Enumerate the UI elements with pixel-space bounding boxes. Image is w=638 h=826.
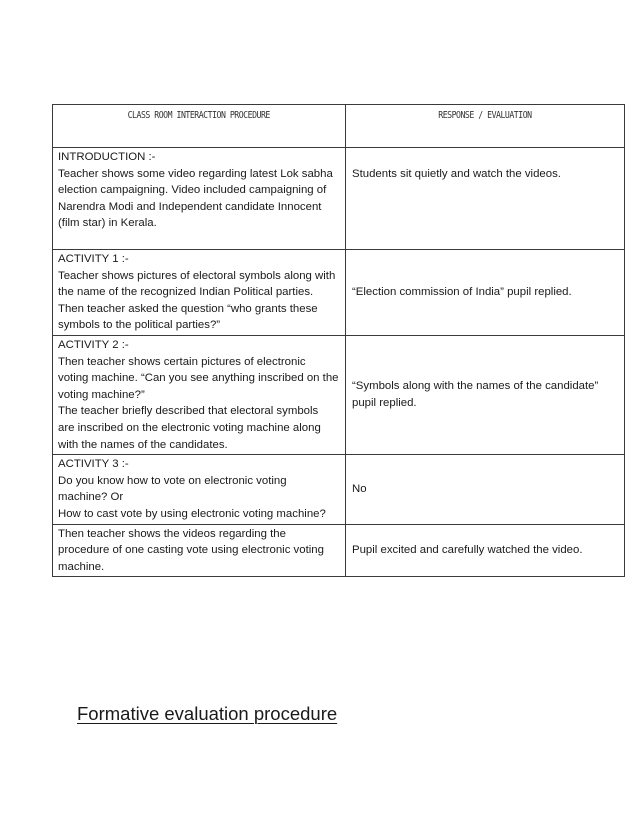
procedure-line: the name of the recognized Indian Political parties.	[58, 286, 314, 299]
procedure-line: Narendra Modi and Independent candidate Innocent	[58, 200, 322, 213]
header-procedure	[53, 105, 346, 148]
response-line: Students sit quietly and watch the videos.	[352, 168, 561, 180]
header-response-label: RESPONSE / EVALUATION	[438, 110, 532, 121]
procedure-line: Teacher shows pictures of electoral symbols along with	[58, 269, 336, 282]
procedure-line: Then teacher asked the question “who grants these	[58, 302, 318, 315]
procedure-line: voting machine?”	[58, 388, 145, 401]
response-cell	[346, 250, 625, 336]
procedure-line: machine.	[58, 560, 105, 573]
procedure-line: are inscribed on the electronic voting machine along	[58, 421, 321, 434]
section-heading: Formative evaluation procedure	[77, 703, 338, 724]
procedure-line: symbols to the political parties?”	[58, 319, 221, 332]
procedure-line: machine? Or	[58, 491, 124, 504]
procedure-line: Do you know how to vote on electronic voting	[58, 474, 287, 487]
procedure-line: ACTIVITY 3 :-	[58, 458, 129, 471]
response-line: “Symbols along with the names of the candidate”	[352, 380, 599, 393]
header-procedure-label: CLASS ROOM INTERACTION PROCEDURE	[127, 110, 271, 121]
procedure-cell	[53, 524, 346, 577]
procedure-cell	[53, 250, 346, 336]
response-line: No	[352, 483, 367, 496]
table-row	[53, 455, 625, 524]
procedure-line: INTRODUCTION :-	[58, 151, 156, 163]
table-row	[53, 148, 625, 250]
procedure-line: ACTIVITY 2 :-	[58, 338, 129, 351]
header-response	[346, 105, 625, 148]
procedure-line: election campaigning. Video included campaigning of	[58, 184, 327, 197]
procedure-line: procedure of one casting vote using electronic voting	[58, 544, 324, 557]
procedure-line: (film star) in Kerala.	[58, 217, 157, 230]
procedure-cell	[53, 455, 346, 524]
response-line: pupil replied.	[352, 397, 417, 410]
response-cell	[346, 455, 625, 524]
response-line: “Election commission of India” pupil replied.	[352, 286, 572, 299]
procedure-cell	[53, 335, 346, 454]
table-row	[53, 524, 625, 577]
response-cell	[346, 335, 625, 454]
table-header-row	[53, 105, 625, 148]
response-cell	[346, 524, 625, 577]
response-cell	[346, 148, 625, 250]
procedure-line: with the names of the candidates.	[58, 438, 228, 451]
procedure-line: How to cast vote by using electronic voting machine?	[58, 507, 326, 520]
procedure-line: ACTIVITY 1 :-	[58, 253, 129, 265]
table-row	[53, 335, 625, 454]
procedure-line: voting machine. “Can you see anything inscribed on the	[58, 372, 339, 385]
procedure-cell	[53, 148, 346, 250]
response-line: Pupil excited and carefully watched the video.	[352, 544, 583, 557]
table-row	[53, 250, 625, 336]
procedure-line: Teacher shows some video regarding latest Lok sabha	[58, 167, 333, 180]
procedure-line: The teacher briefly described that electoral symbols	[58, 405, 319, 418]
interaction-table	[52, 104, 625, 577]
procedure-line: Then teacher shows the videos regarding the	[58, 527, 286, 540]
procedure-line: Then teacher shows certain pictures of electronic	[58, 355, 306, 368]
